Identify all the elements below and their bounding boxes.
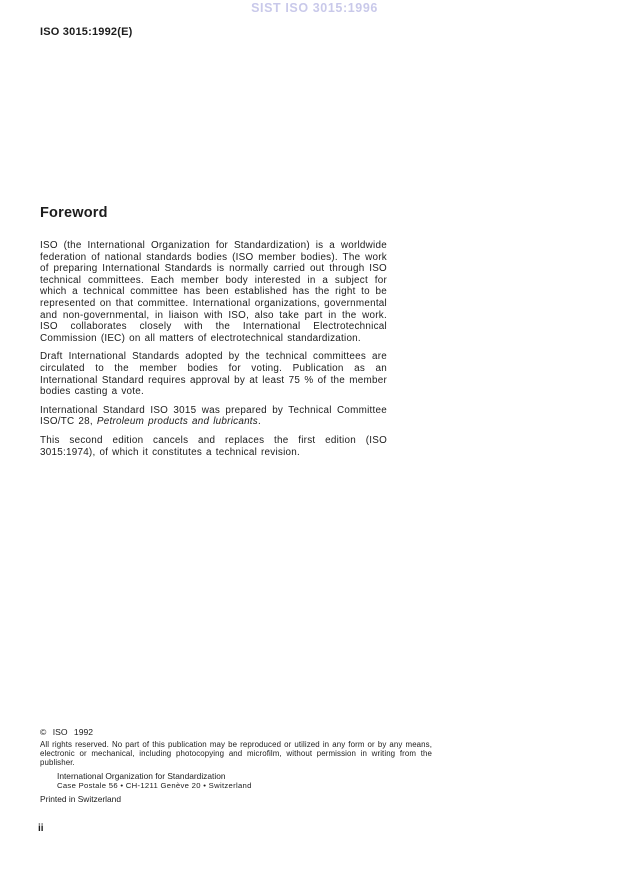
paragraph-iso-description: ISO (the International Organization for Standardization) is a worldwide federation of national standards bodies (ISO member bodies). The work of preparing International Standards is normally carried out through ISO technical committees. Each member body interested in a subject for which a technical committee has been established has the right to be represented on that committee. International organizations, governmental and non-governmental, in liaison with ISO, also take part in the work. ISO collaborates closely with the International Electrotechnical Commission (IEC) on all matters of electrotechnical standardization.	[40, 240, 387, 344]
paragraph-second-edition: This second edition cancels and replaces the first edition (ISO 3015:1974), of which it constitutes a technical revision.	[40, 434, 387, 458]
copyright-line: © ISO 1992	[40, 727, 94, 737]
publisher-info	[57, 771, 440, 791]
document-id: ISO 3015:1992(E)	[40, 26, 133, 38]
publisher-name: International Organization for Standardization	[57, 770, 226, 781]
publisher-address: Case Postale 56 • CH-1211 Genève 20 • Switzerland	[57, 780, 252, 790]
rights-notice: All rights reserved. No part of this publication may be reproduced or utilized in any form or by any means, electronic or mechanical, including photocopying and microfilm, without permission in writing from the publisher.	[40, 740, 432, 768]
page-number: ii	[38, 823, 44, 834]
committee-title-italic: Petroleum products and lubricants	[96, 416, 258, 428]
paragraph-prepared-by	[40, 405, 387, 428]
paragraph-prepared-by-period: .	[258, 416, 261, 428]
section-heading-foreword: Foreword	[40, 205, 108, 221]
foreword-body	[40, 240, 387, 465]
paragraph-prepared-by-text: International Standard ISO 3015 was prepared by Technical Committee ISO/TC 28,	[40, 404, 387, 428]
watermark-header: SIST ISO 3015:1996	[251, 1, 378, 15]
copyright-block	[40, 727, 440, 804]
paragraph-draft-standards: Draft International Standards adopted by the technical committees are circulated to the member bodies for voting. Publication as an International Standard requires approval by at least 75 % of the member bodies casting a vote.	[40, 351, 387, 398]
printed-in-notice: Printed in Switzerland	[40, 793, 121, 804]
